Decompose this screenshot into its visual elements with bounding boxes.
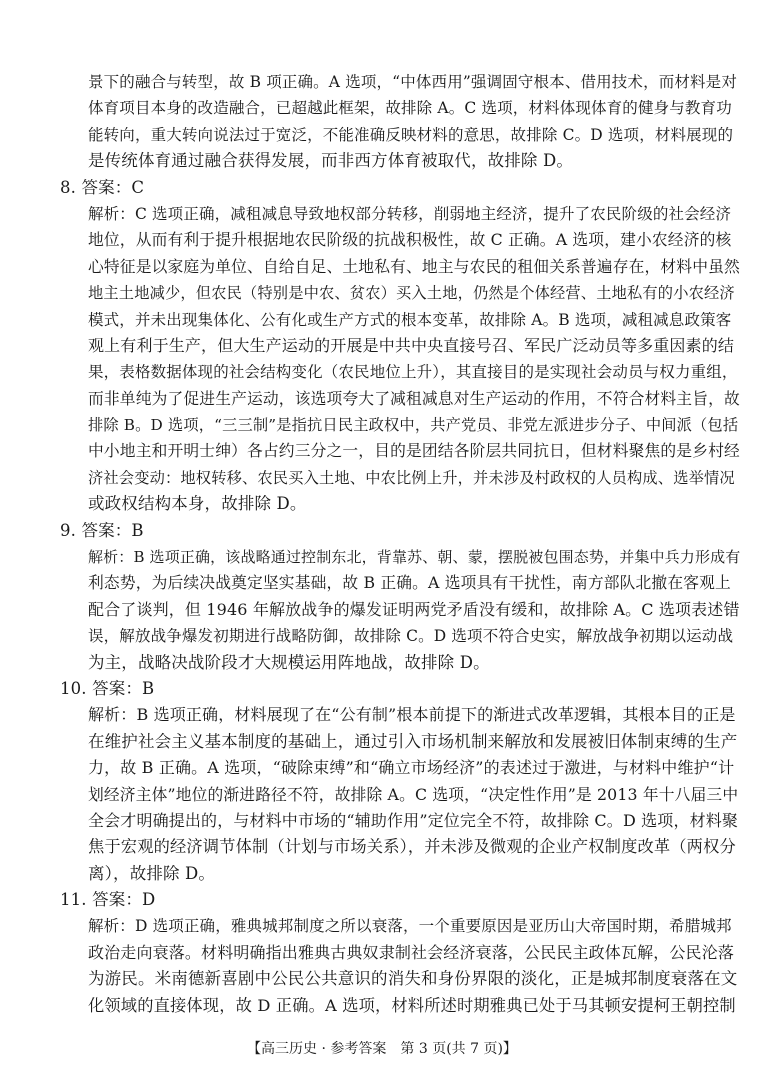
intro-line: 是传统体育通过融合获得发展，而非西方体育被取代，故排除 D。 (88, 151, 573, 170)
explanation-line: 焦于宏观的经济调节体制（计划与市场关系），并未涉及微观的企业产权制度改革（两权分 (88, 837, 736, 856)
answer-heading-q10: 10. 答案：B (60, 679, 155, 698)
explanation-line: 心特征是以家庭为单位、自给自足、土地私有、地主与农民的租佃关系普遍存在，材料中虽然 (88, 257, 740, 276)
explanation-line: 政治走向衰落。材料明确指出雅典古典奴隶制社会经济衰落，公民民主政体瓦解，公民沦落 (88, 943, 735, 962)
page-footer: 【高三历史 · 参考答案 第 3 页(共 7 页)】 (247, 1041, 517, 1057)
explanation-line: 在维护社会主义基本制度的基础上，通过引入市场机制来解放和发展被旧体制束缚的生产 (88, 732, 738, 751)
explanation-line: 解析：B 选项正确，该战略通过控制东北，背靠苏、朝、蒙，摆脱被包围态势，并集中兵力形成有 (88, 548, 741, 566)
answer-heading-q9: 9. 答案：B (60, 521, 144, 540)
explanation-line: 全会才明确提出的，与材料中市场的“辅助作用”定位完全不符，故排除 C。D 选项，材料聚 (88, 811, 739, 830)
explanation-line: 排除 B。D 选项，“三三制”是指抗日民主政权中，共产党员、非党左派进步分子、中间派（包括 (88, 416, 739, 434)
explanation-line: 地位，从而有利于提升根据地农民阶级的抗战积极性，故 C 正确。A 选项，建小农经济的核 (88, 230, 732, 249)
explanation-line: 解析：C 选项正确，减租减息导致地权部分转移，削弱地主经济，提升了农民阶级的社会经济 (88, 205, 732, 223)
explanation-line: 为游民。米南德新喜剧中公民公共意识的消失和身份界限的淡化，正是城邦制度衰落在文 (88, 969, 738, 988)
explanation-line: 力，故 B 正确。A 选项，“破除束缚”和“确立市场经济”的表述过于激进，与材料中维护“计 (88, 758, 735, 777)
explanation-line: 中小地主和开明士绅）各占约三分之一，目的是团结各阶层共同抗日，但材料聚焦的是乡村经 (88, 441, 740, 460)
explanation-line: 观上有利于生产，但大生产运动的开展是中共中央直接号召、军民广泛动员等多重因素的结 (88, 336, 735, 355)
explanation-line: 解析：D 选项正确，雅典城邦制度之所以衰落，一个重要原因是亚历山大帝国时期，希腊城邦 (88, 917, 732, 935)
explanation-line: 解析：B 选项正确，材料展现了在“公有制”根本前提下的渐进式改革逻辑，其根本目的正是 (88, 705, 736, 724)
explanation-line: 而非单纯为了促进生产运动，该选项夸大了减租减息对生产运动的作用，不符合材料主旨，故 (88, 389, 740, 408)
answer-heading-q8: 8. 答案：C (60, 178, 145, 197)
explanation-line: 为主，战略决战阶段才大规模运用阵地战，故排除 D。 (88, 653, 490, 672)
explanation-line: 离），故排除 D。 (88, 864, 216, 883)
explanation-line: 划经济主体”地位的渐进路径不符，故排除 A。C 选项，“决定性作用”是 2013 年十八届三中 (88, 785, 739, 804)
explanation-line: 配合了谈判，但 1946 年解放战争的爆发证明两党矛盾没有缓和，故排除 A。C 选项表述错 (88, 600, 740, 619)
explanation-line: 或政权结构本身，故排除 D。 (88, 494, 307, 513)
explanation-line: 利态势，为后续决战奠定坚实基础，故 B 正确。A 选项具有干扰性，南方部队北撤在客观上 (88, 573, 731, 592)
intro-line: 景下的融合与转型，故 B 项正确。A 选项，“中体西用”强调固守根本、借用技术，而材料是对 (88, 73, 737, 91)
explanation-line: 果，表格数据体现的社会结构变化（农民地位上升），其直接目的是实现社会动员与权力重组， (88, 363, 738, 381)
explanation-line: 地主土地减少，但农民（特别是中农、贫农）买入土地，仍然是个体经营、土地私有的小农经济 (88, 284, 735, 302)
explanation-line: 误，解放战争爆发初期进行战略防御，故排除 C。D 选项不符合史实，解放战争初期以运动战 (88, 627, 734, 645)
intro-line: 能转向，重大转向说法过于宽泛，不能准确反映材料的意思，故排除 C。D 选项，材料展现的 (88, 126, 734, 144)
answer-heading-q11: 11. 答案：D (60, 890, 156, 909)
intro-line: 体育项目本身的改造融合，已超越此框架，故排除 A。C 选项，材料体现体育的健身与教育功 (88, 99, 732, 117)
explanation-line: 模式，并未出现集体化、公有化或生产方式的根本变革，故排除 A。B 选项，减租减息政策客 (88, 311, 732, 329)
explanation-line: 化领域的直接体现，故 D 正确。A 选项，材料所述时期雅典已处于马其顿安提柯王朝控制 (88, 996, 736, 1015)
explanation-line: 济社会变动：地权转移、农民买入土地、中农比例上升，并未涉及村政权的人员构成、选举情况 (88, 469, 735, 487)
